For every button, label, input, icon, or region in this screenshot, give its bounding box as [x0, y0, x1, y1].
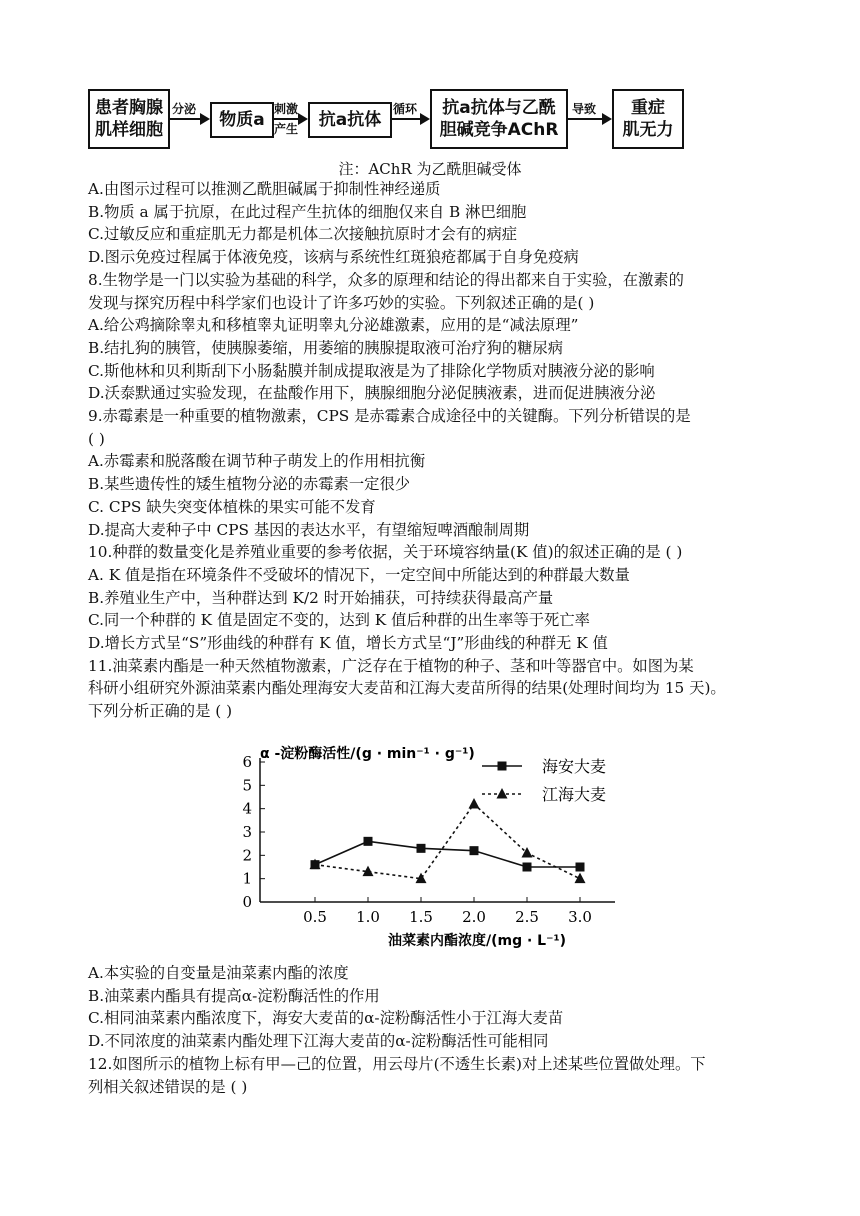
series-line	[315, 841, 580, 867]
flow-arrow-3	[390, 118, 428, 120]
data-point	[576, 863, 585, 872]
q8-stem-line2: 发现与探究历程中科学家们也设计了许多巧妙的实验。下列叙述正确的是( )	[88, 293, 595, 312]
flow-label-circulate: 循环	[393, 102, 418, 116]
enzyme-activity-chart	[220, 742, 640, 952]
legend-label: 江海大麦	[542, 785, 607, 804]
chart-xlabel: 油菜素内酯浓度/(mg · L⁻¹)	[388, 933, 567, 949]
chart-ylabel: α -淀粉酶活性/(g · min⁻¹ · g⁻¹)	[260, 746, 475, 762]
flow-label-cause: 导致	[572, 102, 597, 116]
flow-diagram	[0, 0, 860, 160]
q9-option-b: B.某些遗传性的矮生植物分泌的赤霉素一定很少	[88, 475, 411, 494]
q11-option-b: B.油菜素内酯具有提高α-淀粉酶活性的作用	[88, 986, 380, 1005]
q11-option-d: D.不同浓度的油菜素内酯处理下江海大麦苗的α-淀粉酶活性可能相同	[88, 1032, 549, 1051]
y-tick-label: 1	[242, 869, 252, 888]
legend-marker	[497, 788, 508, 799]
flow-arrow-4	[566, 118, 610, 120]
q7-option-c: C.过敏反应和重症肌无力都是机体二次接触抗原时才会有的病症	[88, 225, 518, 244]
q7-option-b: B.物质 a 属于抗原，在此过程产生抗体的细胞仅来自 B 淋巴细胞	[88, 202, 527, 221]
q11-option-a: A.本实验的自变量是油菜素内酯的浓度	[88, 964, 349, 982]
y-tick-label: 6	[242, 753, 252, 771]
q10-option-a: A. K 值是指在环境条件不受破坏的情况下，一定空间中所能达到的种群最大数量	[88, 565, 630, 584]
q10-option-d: D.增长方式呈“S”形曲线的种群有 K 值，增长方式呈“J”形曲线的种群无 K 值	[88, 634, 608, 653]
x-tick-label: 2.5	[515, 908, 539, 926]
x-tick-label: 1.0	[356, 908, 380, 926]
q9-stem-line2: ( )	[88, 429, 105, 448]
data-point	[575, 873, 586, 884]
q8-option-c: C.斯他林和贝利斯刮下小肠黏膜并制成提取液是为了排除化学物质对胰液分泌的影响	[88, 361, 655, 380]
data-point	[364, 837, 373, 846]
x-tick-label: 2.0	[462, 908, 486, 926]
flow-box-substance-a: 物质a	[210, 102, 274, 138]
flow-arrow-2	[272, 118, 306, 120]
q8-option-b: B.结扎狗的胰管，使胰腺萎缩，用萎缩的胰腺提取液可治疗狗的糖尿病	[88, 338, 564, 357]
flow-label-produce: 产生	[274, 122, 299, 136]
legend-label: 海安大麦	[542, 757, 607, 776]
q11-stem-line3: 下列分析正确的是 ( )	[88, 702, 233, 721]
flow-label-stimulate: 刺激	[274, 102, 299, 116]
q8-option-d: D.沃泰默通过实验发现，在盐酸作用下，胰腺细胞分泌促胰液素，进而促进胰液分泌	[88, 384, 656, 403]
y-tick-label: 5	[242, 776, 252, 795]
data-point	[470, 846, 479, 855]
data-point	[417, 844, 426, 853]
q10-stem: 10.种群的数量变化是养殖业重要的参考依据，关于环境容纳量(K 值)的叙述正确的是 ( )	[88, 543, 683, 562]
q11-stem-line2: 科研小组研究外源油菜素内酯处理海安大麦苗和江海大麦苗所得的结果(处理时间均为 15 天)。	[88, 679, 726, 698]
q11-stem-line1: 11.油菜素内酯是一种天然植物激素，广泛存在于植物的种子、茎和叶等器官中。如图为某	[88, 656, 694, 675]
flow-box-anti-a-antibody: 抗a抗体	[308, 102, 392, 138]
q9-option-d: D.提高大麦种子中 CPS 基因的表达水平，有望缩短啤酒酿制周期	[88, 520, 530, 539]
y-tick-label: 4	[242, 799, 252, 818]
q8-stem-line1: 8.生物学是一门以实验为基础的科学，众多的原理和结论的得出都来自于实验，在激素的	[88, 270, 684, 289]
q12-stem-line1: 12.如图所示的植物上标有甲—己的位置，用云母片(不透生长素)对上述某些位置做处理。下	[88, 1054, 706, 1073]
flow-box-compete-achr: 抗a抗体与乙酰 胆碱竞争AChR	[430, 89, 568, 149]
q7-option-a: A.由图示过程可以推测乙酰胆碱属于抑制性神经递质	[88, 180, 441, 198]
legend-marker	[498, 762, 507, 771]
q11-option-c: C.相同油菜素内酯浓度下，海安大麦苗的α-淀粉酶活性小于江海大麦苗	[88, 1009, 564, 1028]
question-block-2	[88, 962, 788, 1098]
x-tick-label: 1.5	[409, 908, 433, 926]
flow-arrow-1	[168, 118, 208, 120]
q8-option-a: A.给公鸡摘除睾丸和移植睾丸证明睾丸分泌雄激素，应用的是“减法原理”	[88, 316, 579, 335]
y-tick-label: 2	[242, 846, 252, 865]
q10-option-c: C.同一个种群的 K 值是固定不变的，达到 K 值后种群的出生率等于死亡率	[88, 611, 590, 630]
q10-option-b: B.养殖业生产中，当种群达到 K/2 时开始捕获，可持续获得最高产量	[88, 588, 554, 607]
x-tick-label: 0.5	[303, 908, 327, 926]
y-tick-label: 3	[242, 823, 252, 841]
q9-stem-line1: 9.赤霉素是一种重要的植物激素，CPS 是赤霉素合成途径中的关键酶。下列分析错误的是	[88, 407, 691, 426]
x-tick-label: 3.0	[568, 908, 592, 926]
flow-box-thymus-cells: 患者胸腺 肌样细胞	[88, 89, 170, 149]
q7-option-d: D.图示免疫过程属于体液免疫，该病与系统性红斑狼疮都属于自身免疫病	[88, 248, 579, 267]
q9-option-a: A.赤霉素和脱落酸在调节种子萌发上的作用相抗衡	[88, 452, 426, 471]
question-block-1	[88, 178, 788, 723]
y-tick-label: 0	[242, 893, 252, 911]
q12-stem-line2: 列相关叙述错误的是 ( )	[88, 1077, 248, 1096]
flow-note: 注：AChR 为乙酰胆碱受体	[338, 160, 522, 178]
q9-option-c: C. CPS 缺失突变体植株的果实可能不发育	[88, 497, 376, 516]
flow-label-secrete: 分泌	[172, 102, 197, 116]
flow-box-myasthenia: 重症 肌无力	[612, 89, 684, 149]
data-point	[523, 863, 532, 872]
data-point	[469, 798, 480, 809]
